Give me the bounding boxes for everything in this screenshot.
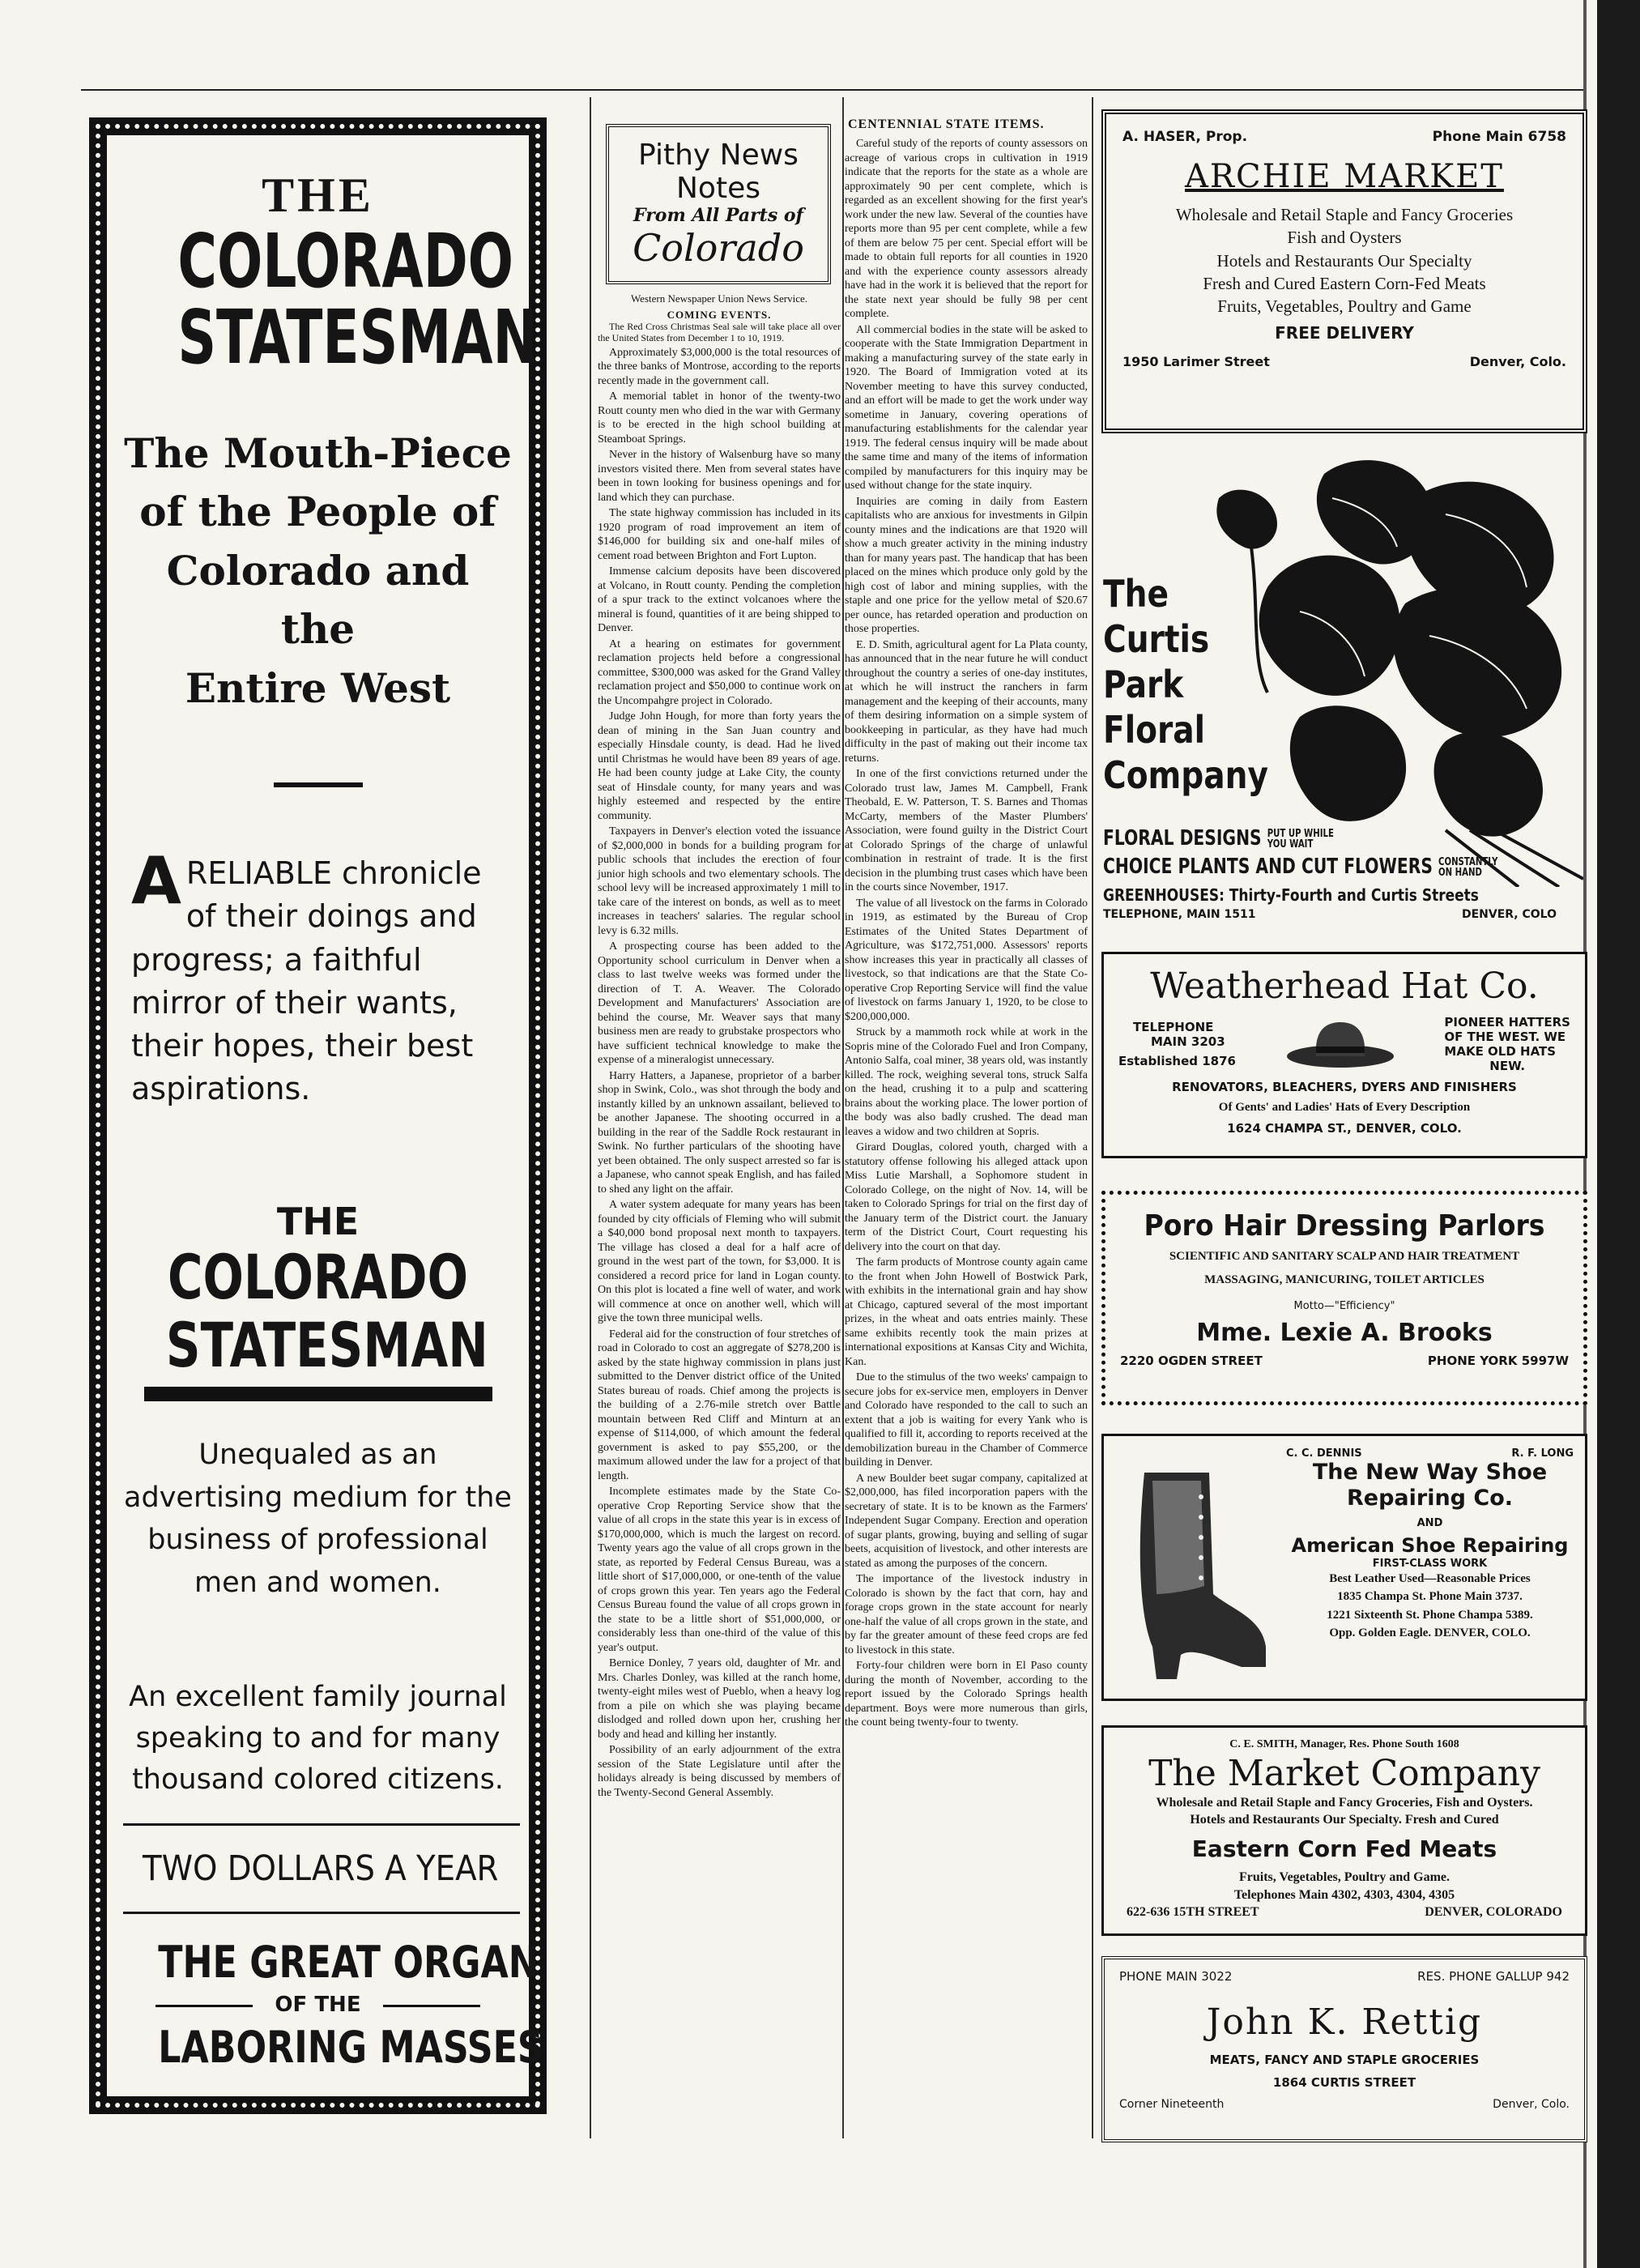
weatherhead-description: Of Gents' and Ladies' Hats of Every Description	[1218, 1101, 1471, 1114]
mouth-piece-text	[123, 424, 513, 718]
rule	[123, 1823, 520, 1826]
news-paragraph: A memorial tablet in honor of the twenty-two Routt county men who died in the war with Germany is to be erected in the high school building at Steamboat Springs.	[598, 390, 841, 446]
poro-services: SCIENTIFIC AND SANITARY SCALP AND HAIR TREATMENT	[1169, 1250, 1520, 1263]
poro-services-2: MASSAGING, MANICURING, TOILET ARTICLES	[1204, 1273, 1485, 1286]
new-way-text	[1286, 1447, 1574, 1643]
masthead-the: THE	[262, 168, 374, 222]
poro-footer	[1120, 1354, 1569, 1368]
news-paragraph: A new Boulder beet sugar company, capitalized at $2,000,000, has filed incorporation papers with the secretary of state. It is to be known as the Farmers' Independent Sugar Company. Erection and operation of sugar plants, growing, buying and selling of sugar beets, acquisition of livestock, and other interests are stated as among the purposes of the concern.	[845, 1472, 1088, 1570]
curtis-name	[1103, 571, 1268, 799]
curtis-telephone: TELEPHONE, MAIN 1511	[1103, 908, 1256, 921]
rule	[123, 1912, 520, 1914]
archie-line: Wholesale and Retail Staple and Fancy Groceries	[1175, 205, 1514, 224]
archie-line: Fish and Oysters	[1287, 228, 1402, 248]
news-paragraph: A prospecting course has been added to the Opportunity school curriculum in Denver when a class to last twelve weeks was formed under the direction of T. A. Weaver. The Colorado Development and Manufacturers' Association are behind the course, Mr. Weaver says that many business men are ready to grubstake prospectors who have sufficient technical knowledge to make the expense of a mineralogist unnecessary.	[598, 940, 841, 1067]
news-paragraph: Girard Douglas, colored youth, charged with a statutory offense following his alleged attack upon Miss Lutie Marshall, a Sophomore student in Colorado College, on the night of Nov. 14, will be taken to Colorado Springs for trial on the first day of the January term of the District court. the January term of the District Court, Court requesting his delivery into the court on that day.	[845, 1141, 1088, 1253]
new-way-owners	[1286, 1447, 1574, 1460]
news-paragraph: Forty-four children were born in El Paso county during the month of November, according to the report issued by the Colorado Springs health department. Boys were more numerous than girls, the count being twenty-four to twenty.	[845, 1660, 1088, 1729]
put-up-line: PUT UP WHILE	[1267, 827, 1334, 840]
rettig-name: John K. Rettig	[1206, 2002, 1483, 2043]
curtis-park-floral-ad	[1101, 450, 1587, 927]
archie-free-delivery: FREE DELIVERY	[1275, 322, 1414, 343]
drop-cap: A	[131, 843, 181, 919]
of-the-label: OF THE	[123, 1993, 513, 2017]
archie-proprietor: A. HASER, Prop.	[1122, 129, 1248, 145]
curtis-footer	[1103, 908, 1557, 921]
curtis-city: DENVER, COLO	[1461, 908, 1557, 921]
news-paragraph: Bernice Donley, 7 years old, daughter of Mr. and Mrs. Charles Donley, was killed at the ranch home, twenty-eight miles west of Pueblo, when a heavy log from a pile on which she was playing became dislodged and rolled down upon her, crushing her body and head and killing her instantly.	[598, 1657, 841, 1741]
poro-proprietor: Mme. Lexie A. Brooks	[1196, 1319, 1493, 1347]
american-shoe-name: American Shoe Repairing	[1291, 1533, 1569, 1557]
poro-address: 2220 OGDEN STREET	[1120, 1354, 1263, 1368]
weatherhead-right-line: NEW.	[1489, 1059, 1526, 1073]
weatherhead-middle	[1118, 1015, 1570, 1073]
archie-market-ad	[1101, 109, 1587, 433]
coming-events-heading: COMING EVENTS.	[667, 309, 772, 321]
news-paragraphs	[598, 346, 841, 1801]
weatherhead-services: RENOVATORS, BLEACHERS, DYERS AND FINISHERS	[1172, 1080, 1517, 1094]
column-separator	[842, 97, 844, 2138]
new-way-line: Opp. Golden Eagle. DENVER, COLO.	[1329, 1626, 1531, 1640]
great-organ-heading: THE GREAT ORGAN	[158, 1936, 539, 1988]
new-way-name: The New Way Shoe	[1312, 1460, 1548, 1485]
news-paragraph: The value of all livestock on the farms in Colorado in 1919, as estimated by the Bureau of Crop Estimates of the United States Department of Agriculture, was $172,751,000. Assessors' reports show increases this year in practically all classes of livestock, so that indications are that the State Co-operative Crop Reporting Service will find the value of livestock on farms January 1, 1920, to be close to $200,000,000.	[845, 897, 1088, 1023]
centennial-column	[845, 117, 1088, 1732]
curtis-name-line: Curtis	[1103, 617, 1210, 662]
news-paragraph: Harry Hatters, a Japanese, proprietor of a barber shop in Swink, Colo., was shot through the body and instantly killed by an unknown assailant, believed to be another Japanese. The shooting occurred in a building in the rear of the Saddle Rock restaurant in Swink. No further particulars of the shooting have yet been obtained. The only suspect arrested so far is a Japanese, who cannot speak English, and has failed to shed any light on the affair.	[598, 1069, 841, 1196]
poro-name: Poro Hair Dressing Parlors	[1144, 1209, 1545, 1243]
choice-plants: CHOICE PLANTS AND CUT FLOWERS	[1103, 855, 1433, 879]
black-bar	[144, 1387, 492, 1401]
weatherhead-left	[1118, 1020, 1236, 1068]
curtis-name-line: Floral	[1103, 708, 1206, 752]
curtis-name-line: Park	[1103, 663, 1184, 707]
news-paragraph: Inquiries are coming in daily from Eastern capitalists who are anxious for investments in Gilpin county mines and the indications are that 1920 will show a much greater activity in the mining industry than for many years past. The handicap that has been placed on the mines which produce only gold by the high cost of labor and mining supplies, with the staple and one price for the yellow metal of $20.67 per ounce, has retarded operation and production on those properties.	[845, 495, 1088, 635]
first-class-work: FIRST-CLASS WORK	[1372, 1557, 1488, 1570]
archie-line: Fruits, Vegetables, Poultry and Game	[1217, 296, 1472, 317]
new-way-line: 1221 Sixteenth St. Phone Champa 5389.	[1327, 1608, 1533, 1622]
new-way-line: Best Leather Used—Reasonable Prices	[1329, 1571, 1531, 1585]
news-paragraph: Due to the stimulus of the two weeks' campaign to secure jobs for ex-service men, employers in Denver and Colorado have responded to the call to such an extent that a job is waiting for every Yank who is qualified to fill it, according to reports received at the demobilization bureau in the Chamber of Commerce building in Denver.	[845, 1371, 1088, 1469]
second-masthead-the: THE	[276, 1200, 360, 1244]
pithy-colorado: Colorado	[633, 226, 804, 270]
put-up-while	[1267, 829, 1334, 850]
news-paragraphs	[845, 137, 1088, 1730]
rettig-ad	[1101, 1956, 1587, 2142]
archie-line: Fresh and Cured Eastern Corn-Fed Meats	[1203, 274, 1486, 294]
second-masthead-statesman: STATESMAN	[165, 1308, 488, 1381]
mouth-line: The Mouth-Piece	[124, 428, 512, 477]
floral-designs-line	[1103, 826, 1334, 850]
laboring-masses-heading: LABORING MASSES	[158, 2021, 543, 2073]
rettig-address: 1864 CURTIS STREET	[1272, 2075, 1416, 2090]
reliable-body: RELIABLE chronicle of their doings and progress; a faithful mirror of their wants, their hopes, their best aspirations.	[131, 855, 482, 1107]
news-credit: Western Newspaper Union News Service.	[630, 292, 808, 305]
on-hand-line: ON HAND	[1438, 866, 1482, 879]
subscription-price: TWO DOLLARS A YEAR	[143, 1848, 499, 1889]
news-paragraph: Immense calcium deposits have been discovered at Volcano, in Routt county. Pending the completion of a spur track to the extinct volcanoes where the mineral is found, quantities of it are being shipped to Denver.	[598, 565, 841, 635]
centennial-heading: CENTENNIAL STATE ITEMS.	[848, 117, 1045, 131]
statesman-promo-box	[89, 117, 547, 2114]
rettig-phones	[1119, 1969, 1570, 1984]
poro-motto: Motto—"Efficiency"	[1293, 1300, 1395, 1312]
pithy-subtitle: From All Parts of	[633, 205, 804, 226]
market-name: The Market Company	[1148, 1752, 1540, 1794]
archie-city: Denver, Colo.	[1469, 353, 1566, 369]
news-paragraph: The farm products of Montrose county again came to the front when John Howell of Bostwick Park, with exhibits in the international grain and hay show at Chicago, captured several of the most important prizes, in the wheat and oats entries mainly. These same exhibits recently took the main prizes at international expositions at Kansas City and Wichita, Kan.	[845, 1256, 1088, 1368]
weatherhead-name: Weatherhead Hat Co.	[1150, 966, 1539, 1007]
news-paragraph: Possibility of an early adjournment of the extra session of the State Legislature until after the holidays already is being discussed by members of the Twenty-Second General Assembly.	[598, 1744, 841, 1799]
choice-plants-line	[1103, 855, 1497, 879]
news-paragraph: Incomplete estimates made by the State Co-operative Crop Reporting Service show that the value of all crops in the state this year is in excess of $170,000,000, which is much the largest on record. Twenty years ago the value of all crops grown in the state, as reported by Federal Census Bureau, was a little short of $17,000,000, or one-tenth of the value of crops grown this year. Ten years ago the Federal Census Bureau found the value of all crops grown in the state to be a little short of $51,000,000, or considerably less than one-third of the value of this year's output.	[598, 1486, 841, 1654]
pithy-news-header	[606, 124, 831, 284]
archie-name: ARCHIE MARKET	[1185, 158, 1504, 195]
rettig-res-phone: RES. PHONE GALLUP 942	[1417, 1969, 1570, 1984]
unequaled-text: Unequaled as an advertising medium for the business of professional men and women.	[124, 1439, 512, 1599]
new-way-shoe-ad	[1101, 1434, 1587, 1701]
news-paragraph: E. D. Smith, agricultural agent for La Plata county, has announced that in the near future he will conduct throughout the country a series of one-day institutes, at which he will instruct the ranchers in farm management and the keeping of their accounts, many of them desiring information on a simple system of bookkeeping in particular, as they have had much difficulty in the past of making out their income tax returns.	[845, 638, 1088, 765]
column-separator	[590, 97, 591, 2138]
and-label: AND	[1416, 1516, 1443, 1529]
news-paragraph: Federal aid for the construction of four stretches of road in Colorado to cost an aggregate of $278,200 is asked by the state highway commission in plans just submitted to the Denver district office of the United States bureau of roads. Chief among the projects is the building of a 2.76-mile stretch over Battle mountain between Red Cliff and Minturn at an expense of $114,000, of which amount the federal government is asked to pay $55,200, or the maximum allowed under the law for a project of that length.	[598, 1328, 841, 1482]
news-paragraph: Struck by a mammoth rock while at work in the Sopris mine of the Colorado Fuel and Iron Company, Antonio Salfa, coal miner, 38 years old, was instantly killed. The rock, weighing several tons, struck Salfa on the head, crushing it to a pulp and scattering brains about the working place. The lower portion of the body was also badly crushed. The dead man leaves a widow and two children at Sopris.	[845, 1026, 1088, 1138]
news-paragraph: The importance of the livestock industry in Colorado is shown by the fact that corn, hay and forage crops grown in the state account for nearly one-half the value of all crops grown in the state, and by far the greater amount of these feed crops are fed to livestock in this state.	[845, 1573, 1088, 1656]
news-paragraph: Never in the history of Walsenburg have so many investors visited there. Men from several states have been in town looking for business openings and for land which they can purchase.	[598, 449, 841, 504]
coming-events-text: The Red Cross Christmas Seal sale will take place all over the United States from December 1 to 10, 1919.	[598, 321, 841, 343]
market-line: Hotels and Restaurants Our Specialty. Fresh and Cured	[1190, 1813, 1499, 1827]
divider	[274, 782, 363, 787]
news-paragraph: All commercial bodies in the state will be asked to cooperate with the State Immigration Department in making a manufacturing survey of the state early in 1920. The Board of Immigration voted at its November meeting to have this survey conducted, and an effort will be made to get the work under way sometime in January, covering operations of manufacturing establishments for the calendar year 1919. The federal census inquiry will be made about the same time and many of the items of information compiled by manufacturers for this inquiry may be used without change for the state inquiry.	[845, 323, 1088, 492]
floral-designs: FLORAL DESIGNS	[1103, 826, 1262, 850]
weatherhead-right-line: PIONEER HATTERS	[1444, 1015, 1570, 1030]
news-paragraph: A water system adequate for many years has been founded by city officials of Fleming who will submit a $40,000 bond proposal next month to taxpayers. The village has closed a deal for a half acre of ground in the west part of the town, for $3,000. It is considered a record price for land in Logan county. On this plot is located a fine well of water, and work will commence at once on another well, which will give the town three municipal wells.	[598, 1199, 841, 1325]
mouth-line: Entire West	[185, 663, 451, 712]
mouth-line: Colorado and the	[166, 546, 470, 654]
owner-dennis: C. C. DENNIS	[1286, 1447, 1362, 1460]
new-way-line: 1835 Champa St. Phone Main 3737.	[1337, 1590, 1523, 1604]
reliable-chronicle-text	[123, 843, 513, 1111]
market-eastern-meats: Eastern Corn Fed Meats	[1191, 1835, 1497, 1863]
family-journal-text: An excellent family journal speaking to and for many thousand colored citizens.	[129, 1681, 507, 1796]
market-line: Fruits, Vegetables, Poultry and Game.	[1239, 1870, 1450, 1885]
market-footer	[1118, 1904, 1570, 1921]
news-paragraph: Approximately $3,000,000 is the total resources of the three banks of Montrose, according to the reports recently made in the government call.	[598, 346, 841, 387]
news-paragraph: In one of the first convictions returned under the Colorado trust law, James M. Campbell, Frank Theobald, E. W. Patterson, T. S. Barnes and Thomas McCarty, members of the Master Plumbers' Association, were found guilty in the District Court at Colorado Springs of the charge of unlawful combination in restraint of trade. It is the first decision in the plumbing trust cases which have been in the courts since November, 1917.	[845, 768, 1088, 893]
column-separator	[1092, 97, 1093, 2138]
hat-icon	[1284, 1016, 1397, 1072]
archie-phone: Phone Main 6758	[1432, 129, 1566, 145]
weatherhead-right-line: OF THE WEST. WE	[1444, 1030, 1566, 1044]
rettig-phone: PHONE MAIN 3022	[1119, 1969, 1233, 1984]
pithy-news-column	[598, 117, 841, 1801]
news-paragraph: The state highway commission has included in its 1920 program of road improvement an item of $146,000 for building six and one-half miles of cement road between Brighton and Fort Lupton.	[598, 507, 841, 562]
market-manager: C. E. SMITH, Manager, Res. Phone South 1608	[1229, 1738, 1459, 1750]
market-company-ad	[1101, 1725, 1587, 1936]
curtis-name-line: Company	[1103, 753, 1268, 798]
masthead-statesman: STATESMAN	[177, 293, 538, 381]
you-wait-line: YOU WAIT	[1267, 838, 1314, 850]
new-way-name-2: Repairing Co.	[1346, 1486, 1514, 1511]
rettig-corner: Corner Nineteenth	[1119, 2098, 1225, 2111]
archie-address: 1950 Larimer Street	[1122, 353, 1270, 369]
second-masthead-colorado: COLORADO	[167, 1241, 469, 1314]
rettig-city: Denver, Colo.	[1493, 2098, 1570, 2111]
market-line: Telephones Main 4302, 4303, 4304, 4305	[1233, 1887, 1455, 1902]
weatherhead-tel-label: TELEPHONE	[1133, 1020, 1214, 1034]
poro-phone: PHONE YORK 5997W	[1427, 1354, 1569, 1368]
news-paragraph: Judge John Hough, for more than forty years the dean of mining in the San Juan country and especially Hinsdale county, is dead. Had he lived until Christmas he would have been 89 years of age. He had been county judge at Lake City, the county seat of Hinsdale county, for many years and was highly esteemed and respected by the entire community.	[598, 710, 841, 822]
news-paragraph: Careful study of the reports of county assessors on acreage of various crops in cultivation in 1919 indicate that the reports for the state as a whole are approximately 90 per cent complete, which is regarded as an excellent showing for the first year's work under the new law. Several of the counties have reports more than 95 per cent complete, while a few of them are below 75 per cent. Special effort will be made to obtain full reports for all counties in 1920 and with the experience county assessors already have had in the work it is believed that the report for the state next year should be fully 98 per cent complete.	[845, 138, 1088, 320]
rettig-line: MEATS, FANCY AND STAPLE GROCERIES	[1209, 2053, 1480, 2067]
masthead-colorado: COLORADO	[177, 218, 513, 305]
top-rule	[81, 89, 1583, 91]
archie-top-row	[1122, 129, 1566, 145]
constantly-on-hand	[1438, 857, 1497, 878]
news-paragraph: At a hearing on estimates for government reclamation projects held before a congressional committee, $300,000 was asked for the Grand Valley reclamation project and $50,000 to continue work on the Uncompahgre project in Colorado.	[598, 637, 841, 707]
curtis-name-line: The	[1103, 572, 1169, 616]
pithy-title: Pithy News Notes	[638, 139, 799, 205]
owner-long: R. F. LONG	[1511, 1447, 1574, 1460]
weatherhead-address: 1624 CHAMPA ST., DENVER, COLO.	[1227, 1121, 1462, 1136]
archie-bottom-row	[1122, 354, 1566, 369]
rettig-footer	[1119, 2098, 1570, 2111]
news-paragraph: Taxpayers in Denver's election voted the issuance of $2,000,000 in bonds for a building program for public schools that includes the erection of four junior high schools and two elementary schools. The school levy will be increased approximately 1 mill to take care of the interest on bonds, as well as to meet increases in teachers' salaries. The regular school levy is 6.32 mills.	[598, 825, 841, 937]
mouth-line: of the People of	[139, 488, 496, 536]
market-city: DENVER, COLORADO	[1425, 1905, 1562, 1920]
page-edge	[1597, 0, 1640, 2268]
market-line: Wholesale and Retail Staple and Fancy Groceries, Fish and Oysters.	[1156, 1795, 1533, 1810]
weatherhead-right	[1444, 1015, 1570, 1073]
weatherhead-hat-ad	[1101, 952, 1587, 1158]
poro-hair-ad	[1101, 1191, 1587, 1405]
weatherhead-tel-number: MAIN 3203	[1151, 1034, 1225, 1049]
archie-line: Hotels and Restaurants Our Specialty	[1216, 250, 1472, 271]
greenhouses-line: GREENHOUSES: Thirty-Fourth and Curtis Streets	[1103, 885, 1479, 905]
market-address: 622-636 15TH STREET	[1127, 1905, 1259, 1920]
boot-icon	[1120, 1473, 1270, 1683]
weatherhead-established: Established 1876	[1118, 1054, 1236, 1068]
weatherhead-right-line: MAKE OLD HATS	[1444, 1044, 1557, 1059]
constantly-line: CONSTANTLY	[1438, 855, 1498, 868]
